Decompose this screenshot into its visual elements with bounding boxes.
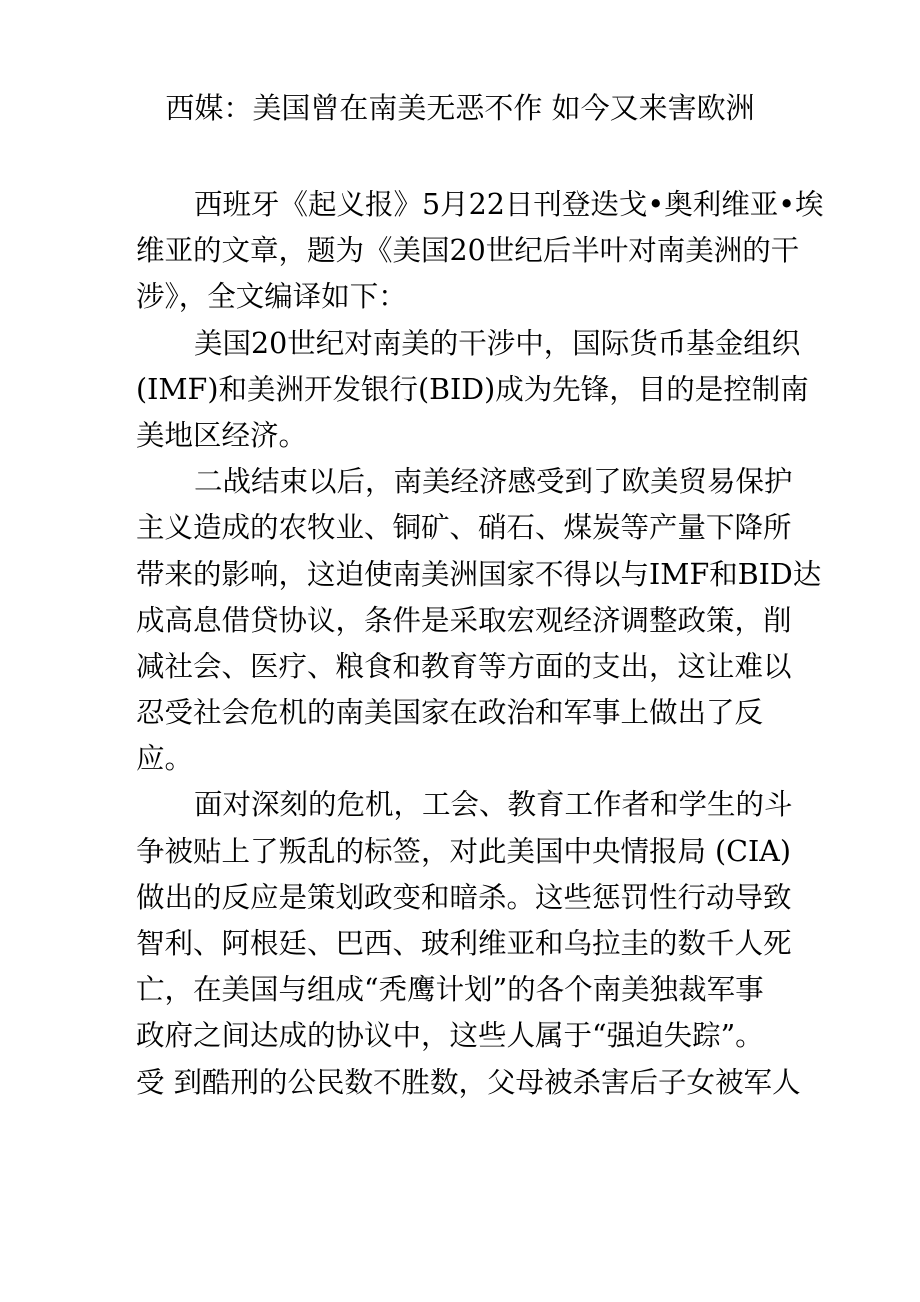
paragraph-4-line-6: 政府之间达成的协议中，这些人属于“强迫失踪”。 <box>136 1019 764 1053</box>
paragraph-4-line-4: 智利、阿根廷、巴西、玻利维亚和乌拉圭的数千人死 <box>136 927 792 960</box>
paragraph-4-line-3: 做出的反应是策划政变和暗杀。这些惩罚性行动导致 <box>136 880 792 914</box>
paragraph-4-line-2: 争被贴上了叛乱的标签，对此美国中央情报局 (CIA) <box>136 834 791 868</box>
paragraph-3-line-2: 主义造成的农牧业、铜矿、硝石、煤炭等产量下降所 <box>136 511 792 545</box>
paragraph-3-line-1: 二战结束以后，南美经济感受到了欧美贸易保护 <box>194 465 793 499</box>
paragraph-1-line-3: 涉》，全文编译如下： <box>136 280 407 314</box>
paragraph-3-line-6: 忍受社会危机的南美国家在政治和军事上做出了反 <box>136 696 764 730</box>
paragraph-3-line-7: 应。 <box>136 742 194 776</box>
paragraph-1-line-2: 维亚的文章，题为《美国20世纪后半叶对南美洲的干 <box>136 234 800 268</box>
paragraph-1-line-1: 西班牙《起义报》5月22日刊登迭戈•奥利维亚•埃 <box>194 188 824 221</box>
paragraph-4-line-7: 受 到酷刑的公民数不胜数，父母被杀害后子女被军人 <box>136 1065 801 1099</box>
article-body <box>136 182 824 1106</box>
paragraph-3-line-5: 减社会、医疗、粮食和教育等方面的支出，这让难以 <box>136 649 792 683</box>
paragraph-3-line-4: 成高息借贷协议，条件是采取宏观经济调整政策，削 <box>136 603 792 637</box>
paragraph-4-line-1: 面对深刻的危机，工会、教育工作者和学生的斗 <box>194 788 793 822</box>
paragraph-2-line-3: 美地区经济。 <box>136 418 308 452</box>
paragraph-2-line-2: (IMF)和美洲开发银行(BID)成为先锋，目的是控制南 <box>136 372 809 406</box>
paragraph-4-line-5: 亡，在美国与组成“秃鹰计划”的各个南美独裁军事 <box>136 973 764 1007</box>
article-title: 西媒：美国曾在南美无恶不作 如今又来害欧洲 <box>165 91 755 125</box>
paragraph-3-line-3: 带来的影响，这迫使南美洲国家不得以与IMF和BID达 <box>136 557 822 591</box>
paragraph-2-line-1: 美国20世纪对南美的干涉中，国际货币基金组织 <box>194 326 801 360</box>
